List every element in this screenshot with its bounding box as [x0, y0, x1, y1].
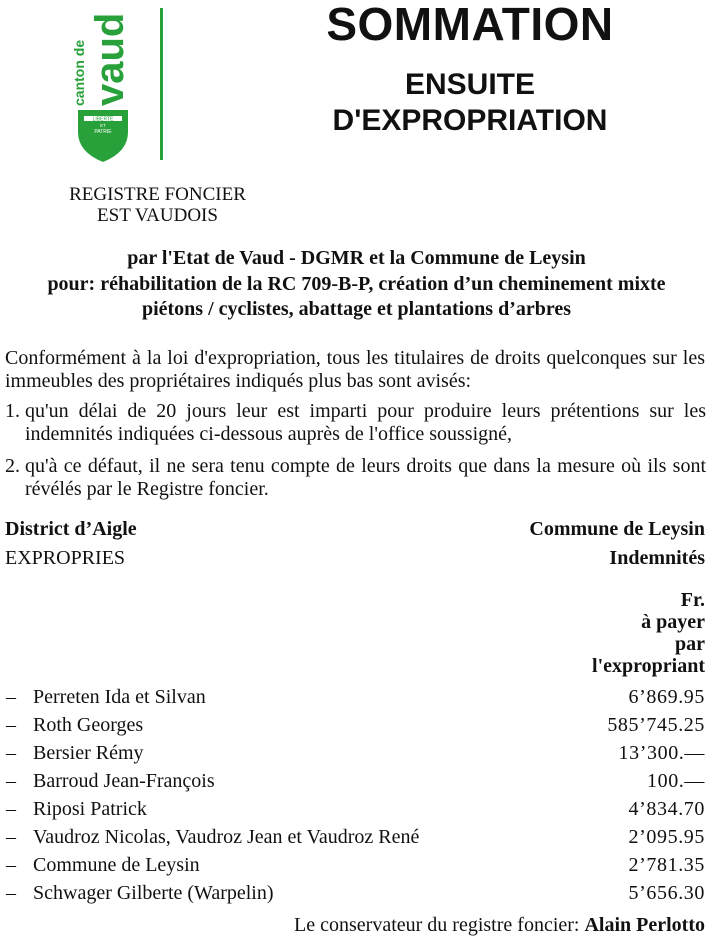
purpose-line-1: par l'Etat de Vaud - DGMR et la Commune de Leysin [127, 247, 586, 269]
registry-name-line-1: REGISTRE FONCIER [69, 184, 246, 205]
table-row [0, 823, 713, 851]
list-item-text: qu'à ce défaut, il ne sera tenu compte de leurs droits que dans la mesure où ils sont révélés par le Registre foncier. [25, 455, 706, 500]
row-dash: – [6, 854, 16, 876]
logo-vaud: vaud [88, 12, 132, 106]
table-row [0, 879, 713, 907]
vaud-logo-graphic [71, 6, 132, 162]
purpose-line-3: piétons / cyclistes, abattage et plantations d’arbres [141, 298, 572, 320]
row-dash: – [6, 826, 16, 848]
row-dash: – [6, 714, 16, 736]
amount-unit-a-payer: à payer [641, 611, 705, 633]
registry-name-line-2: EST VAUDOIS [97, 205, 218, 226]
list-item-number: 1. [5, 400, 20, 422]
canton-vaud-logo [71, 6, 132, 162]
intro-paragraph: Conformément à la loi d'expropriation, tous les titulaires de droits quelconques sur les immeubles des propriétaires indiqués plus bas sont avisés: [5, 347, 705, 392]
logo-divider [160, 8, 163, 160]
logo-motto-patrie: PATRIE [94, 129, 112, 135]
purpose-line-2: pour: réhabilitation de la RC 709-B-P, création d’un cheminement mixte [47, 273, 666, 295]
amount-unit-fr: Fr. [680, 589, 705, 611]
owner-name: Barroud Jean-François [33, 770, 215, 792]
list-item-text: qu'un délai de 20 jours leur est imparti pour produire leurs prétentions sur les indemnités indiquées ci-dessous auprès de l'office soussigné, [25, 400, 706, 445]
indemnity-amount: 6’869.95 [628, 686, 705, 708]
page-subtitle-line-2: D'EXPROPRIATION [332, 104, 608, 137]
logo-canton-de: canton de [71, 39, 87, 106]
table-row [0, 711, 713, 739]
indemnity-amount: 585’745.25 [607, 714, 705, 736]
signature-line [294, 912, 705, 938]
indemnity-amount: 13’300.— [618, 742, 705, 764]
list-item-number: 2. [5, 455, 20, 477]
table-row [0, 683, 713, 711]
signature-label: Le conservateur du registre foncier: [294, 914, 580, 936]
indemnity-amount: 100.— [647, 770, 705, 792]
owner-name: Roth Georges [33, 714, 144, 736]
row-dash: – [6, 770, 16, 792]
table-row [0, 767, 713, 795]
row-dash: – [6, 742, 16, 764]
amount-unit-expropriant: l'expropriant [592, 655, 705, 677]
owner-name: Vaudroz Nicolas, Vaudroz Jean et Vaudroz René [33, 826, 420, 848]
page-title: SOMMATION [326, 0, 614, 50]
logo-motto-et: ET [100, 123, 106, 128]
owner-name: Schwager Gilberte (Warpelin) [33, 882, 274, 904]
owner-name: Perreten Ida et Silvan [33, 686, 206, 708]
page-subtitle-line-1: ENSUITE [404, 68, 536, 101]
row-dash: – [6, 798, 16, 820]
owner-name: Riposi Patrick [33, 798, 147, 820]
column-header-expropries: EXPROPRIES [5, 547, 126, 569]
column-header-indemnites: Indemnités [609, 547, 705, 569]
row-dash: – [6, 882, 16, 904]
indemnity-amount: 2’095.95 [628, 826, 705, 848]
indemnity-amount: 4’834.70 [628, 798, 705, 820]
table-row [0, 795, 713, 823]
row-dash: – [6, 686, 16, 708]
owner-name: Commune de Leysin [33, 854, 200, 876]
district-label: District d’Aigle [5, 518, 137, 540]
table-row [0, 739, 713, 767]
signatory-name: Alain Perlotto [584, 914, 705, 936]
owner-name: Bersier Rémy [33, 742, 144, 764]
indemnity-amount: 5’656.30 [628, 882, 705, 904]
amount-unit-par: par [675, 633, 705, 655]
indemnity-amount: 2’781.35 [628, 854, 705, 876]
table-row [0, 851, 713, 879]
logo-motto-liberte: LIBERTÉ [92, 116, 114, 123]
commune-label: Commune de Leysin [529, 518, 705, 540]
